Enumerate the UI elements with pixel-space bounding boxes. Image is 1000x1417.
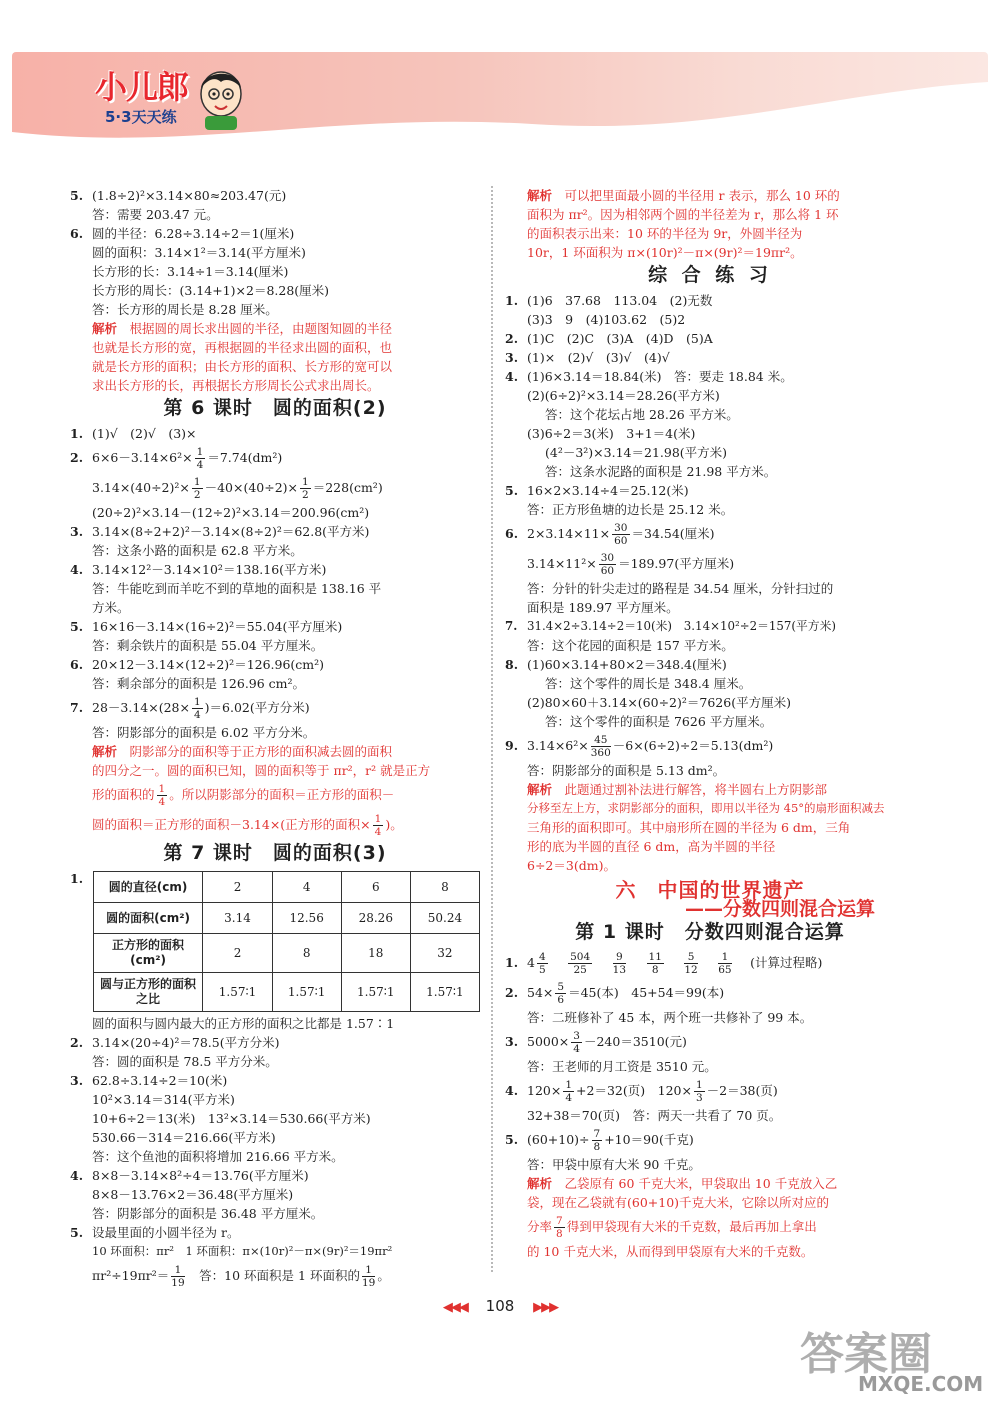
unit-title: 六 中国的世界遗产 [615, 878, 805, 902]
table-question: 1. 圆的直径(cm) 2 4 6 8 圆的面积(cm²) 3.14 12.56 28.26 50.24 正方形的面积(cm²) 2 8 18 32 圆与正方形的面积之比 1.57∶1 1.57∶1 1.57∶1 1.57∶1 [70, 869, 480, 1014]
answer-line: 答：需要 203.47 元。 [92, 207, 219, 222]
fraction: $\frac{1}{2}$ [302, 476, 309, 501]
answer-line: 5. (1.8÷2)²×3.14×80≈203.47(元) [70, 188, 287, 203]
next-arrows-icon: ▶▶▶ [533, 1300, 558, 1315]
analysis-block: 解析 根据圆的周长求出圆的半径，由题图知圆的半径 [92, 321, 393, 336]
lesson-title: 第 6 课时 圆的面积(2) [163, 397, 387, 419]
watermark-logo: 答案圈 [800, 1329, 932, 1380]
brand-logo: 小儿郎 [95, 68, 189, 106]
data-table [93, 871, 480, 1012]
fraction: $\frac{1}{4}$ [196, 446, 204, 471]
lesson-title: 第 7 课时 圆的面积(3) [163, 842, 387, 864]
unit-subtitle: ——分数四则混合运算 [684, 898, 875, 920]
fraction: $\frac{1}{4}$ [193, 696, 201, 721]
column-divider [491, 186, 493, 1272]
page-footer [0, 1297, 1000, 1315]
table-row: 圆的面积(cm²) 3.14 12.56 28.26 50.24 [93, 903, 479, 934]
left-column: 5. (1.8÷2)²×3.14×80≈203.47(元) 答：需要 203.47 元。 6. 圆的半径：6.28÷3.14÷2＝1(厘米) 圆的面积：3.14×1²＝3.14(平方厘米) 长方形的长：3.14÷1＝3.14(厘米) 长方形的周长：(3.14+1)×2＝8.28(厘米) 答：长方形的周长是 8.28 厘米。 解析 根据圆的周长求出圆的半径，由题图知圆的半径 也就是长方形的宽，再根据圆的半径求出圆的面积，也 就是长方形的面积；由长方形的面积、长方形的宽可以 求出长方形的长，再根据长方形周长公式求出周长。 第 6 课时 圆的面积(2) 1. (1)√ (2)√ (3)× 2. 6×6－3.14×6²× $\frac{1}{4}$ ＝7.74(dm²) 3.14×(40÷2)²× $\frac{1}{2}$ －40×(40÷2)× $\frac{1}{2}$ ＝228(cm²) (20÷2)²×3.14－(12÷2)²×3.14＝200.96(cm²) 3. 3.14×(8÷2+2)²－3.14×(8÷2)²＝62.8(平方米) 答：这条小路的面积是 62.8 平方米。 4. 3.14×12²－3.14×10²＝138.16(平方米) 答：牛能吃到而羊吃不到的草地的面积是 138.16 平 方米。 5. 16×16－3.14×(16÷2)²＝55.04(平方厘米) 答：剩余铁片的面积是 55.04 平方厘米。 6. 20×12－3.14×(12÷2)²＝126.96(cm²) 答：剩余部分的面积是 126.96 cm²。 7. 28－3.14×(28× $\frac{1}{4}$ )＝6.02(平方分米) 答：阴影部分的面积是 6.02 平方分米。 解析 阴影部分的面积等于正方形的面积减去圆的面积 的四分之一。圆的面积已知，圆的面积等于 πr²，r² 就是正方 形的面积的 $\frac{1}{4}$ 。所以阴影部分的面积＝正方形的面积－ 圆的面积＝正方形的面积－3.14×(正方形的面积× $\frac{1}{4}$ )。 第 7 课时 圆的面积(3) 1. 圆的直径(cm) 2 4 6 8 圆的面积(cm²) 3.14 12.56 28.26 50.24 正方形的面积(cm²) 2 8 18 32 圆与正方形的面积之比 1.57∶1 1.57∶1 1.57∶1 1.57∶1 圆的面积与圆内最大的正方形的面积之比都是 1.57∶1 2. 3.14×(20÷4)²＝78.5(平方分米) 答：圆的面积是 78.5 平方分米。 3. 62.8÷3.14÷2＝10(米) 10²×3.14＝314(平方米) 10+6÷2＝13(米) 13²×3.14＝530.66(平方米) 530.66－314＝216.66(平方米) 答：这个鱼池的面积将增加 216.66 平方米。 4. 8×8－3.14×8²÷4＝13.76(平方厘米) 8×8－13.76×2＝36.48(平方厘米) 答：阴影部分的面积是 36.48 平方厘米。 5. 设最里面的小圆半径为 r。 10 环面积：πr² 1 环面积：π×(10r)²－π×(9r)²＝19πr² πr²÷19πr²＝ $\frac{1}{19}$ 答：10 环面积是 1 环面积的 $\frac{1}{19}$ 。 [70, 186, 480, 1291]
table-row: 圆的直径(cm) 2 4 6 8 [93, 872, 479, 903]
table-row: 正方形的面积(cm²) 2 8 18 32 [93, 934, 479, 973]
page-number: 108 [485, 1297, 515, 1315]
lesson-title: 第 1 课时 分数四则混合运算 [575, 921, 845, 943]
brand-subtitle: 5·3天天练 [105, 108, 177, 126]
mascot-icon [195, 66, 247, 132]
section-title: 综 合 练 习 [648, 264, 772, 286]
fraction: $\frac{1}{2}$ [193, 476, 201, 501]
table-row: 圆与正方形的面积之比 1.57∶1 1.57∶1 1.57∶1 1.57∶1 [93, 973, 479, 1012]
prev-arrows-icon: ◀◀◀ [442, 1300, 467, 1315]
right-column: 解析 可以把里面最小圆的半径用 r 表示，那么 10 环的 面积为 πr²。因为相邻两个圆的半径差为 r，那么将 1 环 的面积表示出来：10 环的半径为 9r，外圆半径为 10r，1 环面积为 π×(10r)²－π×(9r)²＝19πr²。 综 合 练 习 1. (1)6 37.68 113.04 (2)无数 (3)3 9 (4)103.62 (5)2 2. (1)C (2)C (3)A (4)D (5)A 3. (1)× (2)√ (3)√ (4)√ 4. (1)6×3.14＝18.84(米) 答：要走 18.84 米。 (2)(6÷2)²×3.14＝28.26(平方米) 答：这个花坛占地 28.26 平方米。 (3)6÷2＝3(米) 3+1＝4(米) (4²－3²)×3.14＝21.98(平方米) 答：这条水泥路的面积是 21.98 平方米。 5. 16×2×3.14÷4＝25.12(米) 答：正方形鱼塘的边长是 25.12 米。 6. 2×3.14×11× $\frac{30}{60}$ ＝34.54(厘米) 3.14×11²× $\frac{30}{60}$ ＝189.97(平方厘米) 答：分针的针尖走过的路程是 34.54 厘米，分针扫过的 面积是 189.97 平方厘米。 7. 31.4×2÷3.14÷2＝10(米) 3.14×10²÷2＝157(平方米) 答：这个花园的面积是 157 平方米。 8. (1)60×3.14+80×2＝348.4(厘米) 答：这个零件的周长是 348.4 厘米。 (2)80×60＋3.14×(60÷2)²＝7626(平方厘米) 答：这个零件的面积是 7626 平方厘米。 9. 3.14×6²× $\frac{45}{360}$ －6×(6÷2)÷2＝5.13(dm²) 答：阴影部分的面积是 5.13 dm²。 解析 此题通过割补法进行解答，将半圆右上方阴影部 分移至左上方，求阴影部分的面积，即用以半径为 45°的扇形面积减去 三角形的面积即可。其中扇形所在圆的半径为 6 dm，三角 形的底为半圆的直径 6 dm，高为半圆的半径 6÷2＝3(dm)。 六 中国的世界遗产 ——分数四则混合运算 第 1 课时 分数四则混合运算 1. 4 $\frac{4}{5}$ $\frac{504}{25}$ $\frac{9}{13}$ $\frac{11}{8}$ $\frac{5}{12}$ $\frac{1}{65}$ (计算过程略) 2. 54× $\frac{5}{6}$ ＝45(本) 45+54＝99(本) 答：二班修补了 45 本，两个班一共修补了 99 本。 3. 5000× $\frac{3}{4}$ －240＝3510(元) 答：王老师的月工资是 3510 元。 4. 120× $\frac{1}{4}$ +2＝32(页) 120× $\frac{1}{3}$ －2＝38(页) 32+38＝70(页) 答：两天一共看了 70 页。 5. (60+10)÷ $\frac{7}{8}$ +10＝90(千克) 答：甲袋中原有大米 90 千克。 解析 乙袋原有 60 千克大米，甲袋取出 10 千克放入乙 袋，现在乙袋就有(60+10)千克大米，它除以所对应的 分率 $\frac{7}{8}$ 得到甲袋现有大米的千克数，最后再加上拿出 的 10 千克大米，从而得到甲袋原有大米的千克数。 [505, 186, 915, 1261]
watermark-url: MXQE.COM [858, 1372, 984, 1396]
